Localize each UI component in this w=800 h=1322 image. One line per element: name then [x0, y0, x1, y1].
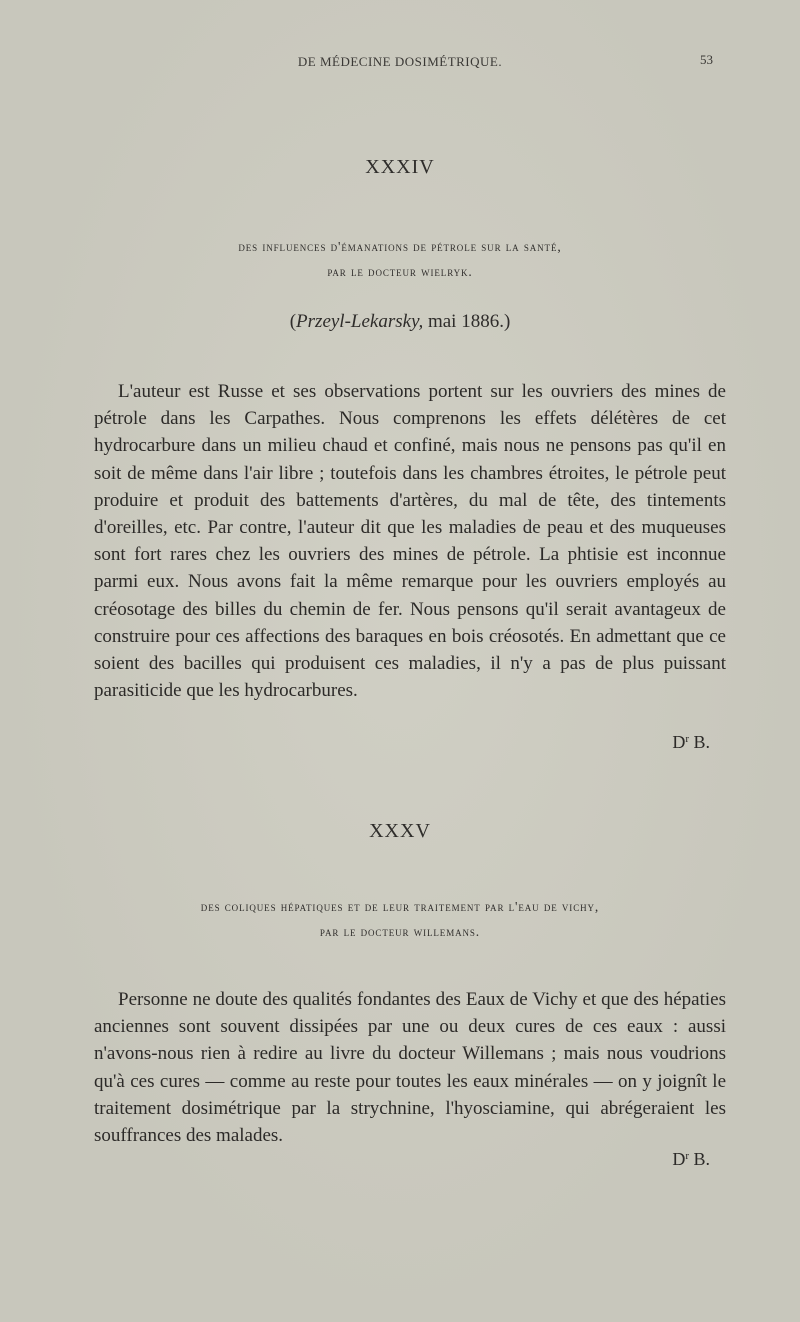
- signature: [600, 732, 710, 753]
- section-body-xxxiv: [94, 378, 726, 704]
- signature-d: D: [672, 1149, 686, 1169]
- section-heading-xxxv: [0, 894, 800, 944]
- signature-name: B.: [688, 1149, 710, 1169]
- page-number: 53: [700, 52, 713, 67]
- source-paren: (: [289, 311, 297, 332]
- signature-sup: r: [685, 1150, 689, 1162]
- section-numeral-xxxv: XXXV: [369, 820, 431, 842]
- heading-line: des influences d'émanations de pétrole sur la santé,: [238, 239, 562, 254]
- body-paragraph: Personne ne doute des qualités fondantes des Eaux de Vichy et que des hépaties anciennes sont souvent dissipées par une ou deux cures de ces eaux : aussi n'avons-nous rien à redire au livre du docteur Willemans ; mais nous voudrions qu'à ces cures — comme au reste pour toutes les eaux minérales — on y joignît le traitement dosimétrique par la strychnine, l'hyosciamine, qui abrégeraient les souffrances des malades.: [94, 989, 726, 1147]
- heading-line: par le docteur wielryk.: [327, 264, 473, 279]
- heading-line: par le docteur willemans.: [319, 924, 481, 939]
- running-title: DE MÉDECINE DOSIMÉTRIQUE.: [297, 54, 503, 69]
- body-paragraph: L'auteur est Russe et ses observations portent sur les ouvriers des mines de pétrole dans les Carpathes. Nous comprenons les effets délétères de cet hydrocarbure dans un milieu chaud et confiné, mais nous ne pensons pas qu'il en soit de même dans l'air libre ; toutefois dans les chambres étroites, le pétrole peut produire et produit des battements d'artères, du mal de tête, des tintements d'oreilles, etc. Par contre, l'auteur dit que les maladies de peau et des muqueuses sont fort rares chez les ouvriers des mines de pétrole. La phtisie est inconnue parmi eux. Nous avons fait la même remarque pour les ouvriers employés au créosotage des billes du chemin de fer. Nous pensons qu'il serait avantageux de construire pour ces affections des baraques en bois créosotés. En admettant que ce soient des bacilles qui produisent ces maladies, il n'y a pas de plus puissant parasiticide que les hydrocarbures.: [94, 381, 726, 702]
- section-heading-xxxiv: [0, 234, 800, 284]
- signature-sup: r: [685, 733, 689, 745]
- running-head: [0, 54, 800, 74]
- heading-line: des coliques hépatiques et de leur traitement par l'eau de vichy,: [200, 899, 600, 914]
- signature-d: D: [672, 732, 686, 752]
- section-body-xxxv: [94, 986, 726, 1149]
- signature-name: B.: [688, 732, 710, 752]
- signature: [600, 1149, 710, 1170]
- source-date: mai 1886.): [423, 311, 511, 332]
- source-journal: Przeyl-Lekarsky,: [296, 311, 424, 332]
- section-numeral-xxxiv: XXXIV: [365, 156, 435, 178]
- source-citation: [0, 311, 800, 333]
